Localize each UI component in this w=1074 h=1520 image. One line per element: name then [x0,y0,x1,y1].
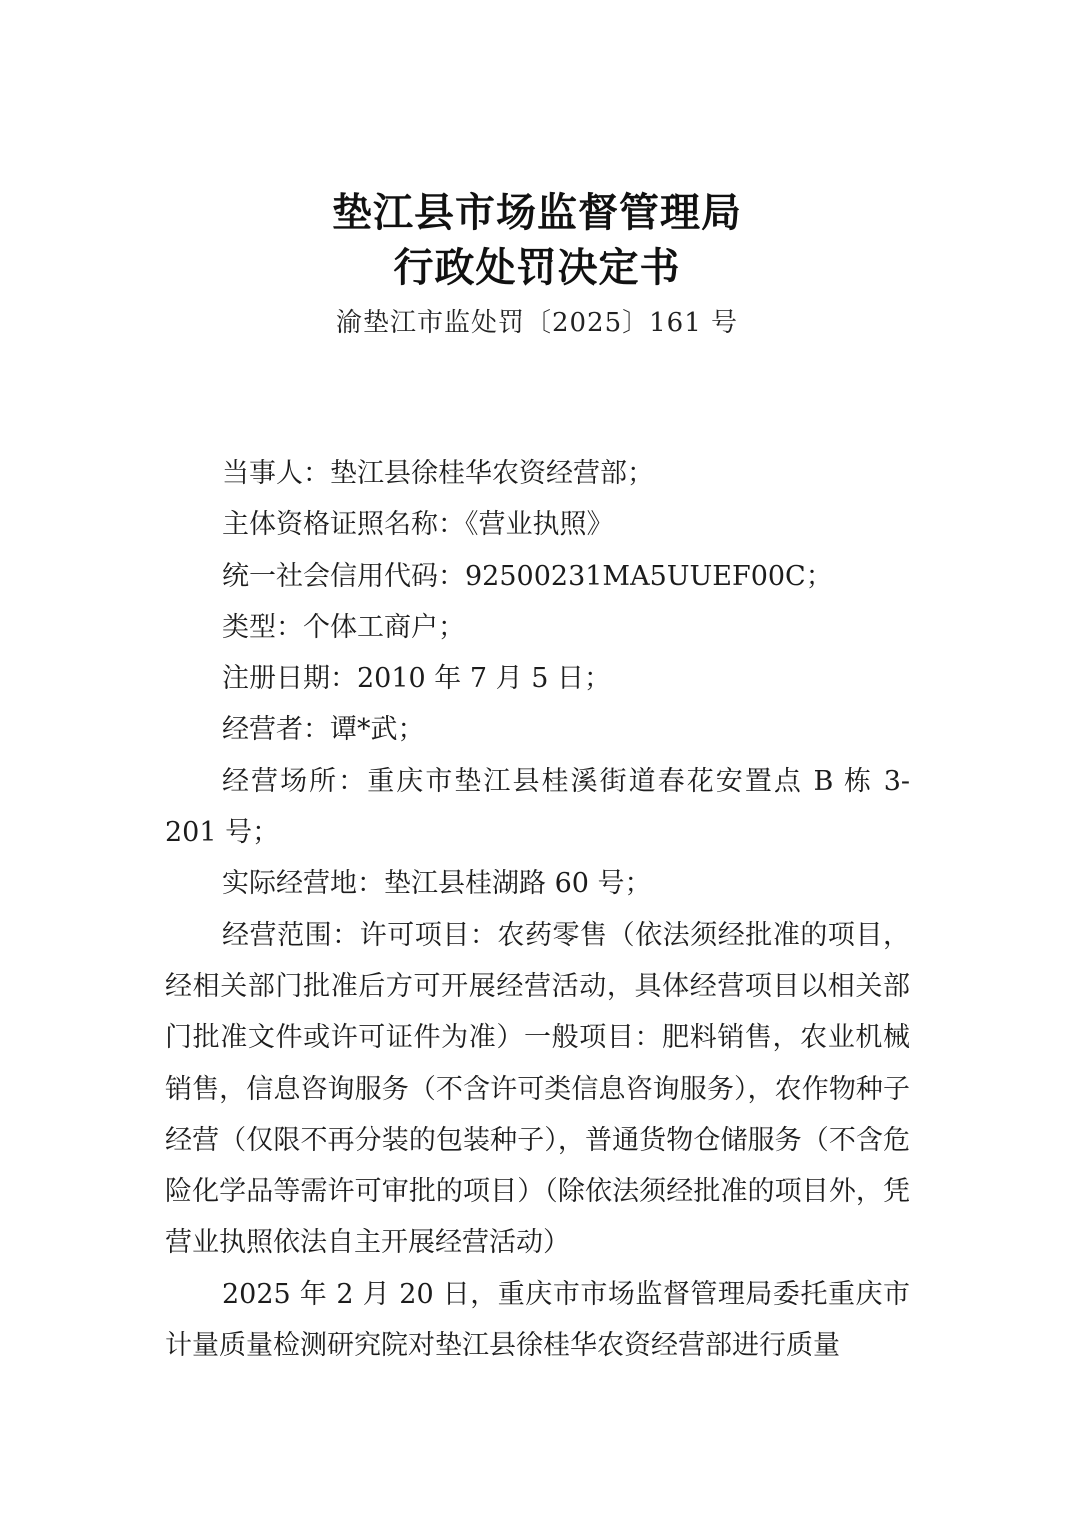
document-title-authority: 垫江县市场监督管理局 [332,190,742,236]
business-scope: 经营范围：许可项目：农药零售（依法须经批准的项目，经相关部门批准后方可开展经营活动，具体经营项目以相关部门批准文件或许可证件为准）一般项目：肥料销售，农业机械销售，信息咨询服务（不含许可类信息咨询服务），农作物种子经营（仅限不再分装的包装种子），普通货物仓储服务（不含危险化学品等需许可审批的项目）（除依法须经批准的项目外，凭营业执照依法自主开展经营活动） [165,919,910,1259]
entity-type: 类型：个体工商户； [222,611,465,643]
actual-business-location: 实际经营地：垫江县桂湖路 60 号； [222,868,652,900]
license-name: 主体资格证照名称：《营业执照》 [222,509,614,541]
operator-name: 经营者：谭*武； [222,714,425,746]
business-premises: 经营场所：重庆市垫江县桂溪街道春花安置点 B 栋 3-201 号； [165,765,910,849]
case-facts-paragraph: 2025 年 2 月 20 日，重庆市市场监督管理局委托重庆市计量质量检测研究院对垫江县徐桂华农资经营部进行质量 [165,1278,910,1362]
registration-date: 注册日期：2010 年 7 月 5 日； [222,663,611,695]
document-body [165,448,910,1371]
party-name: 当事人：垫江县徐桂华农资经营部； [222,458,654,489]
document-number: 渝垫江市监处罚〔2025〕161 号 [335,308,739,338]
credit-code: 统一社会信用代码：92500231MA5UUEF00C； [222,560,833,592]
document-title-type: 行政处罚决定书 [393,245,681,291]
